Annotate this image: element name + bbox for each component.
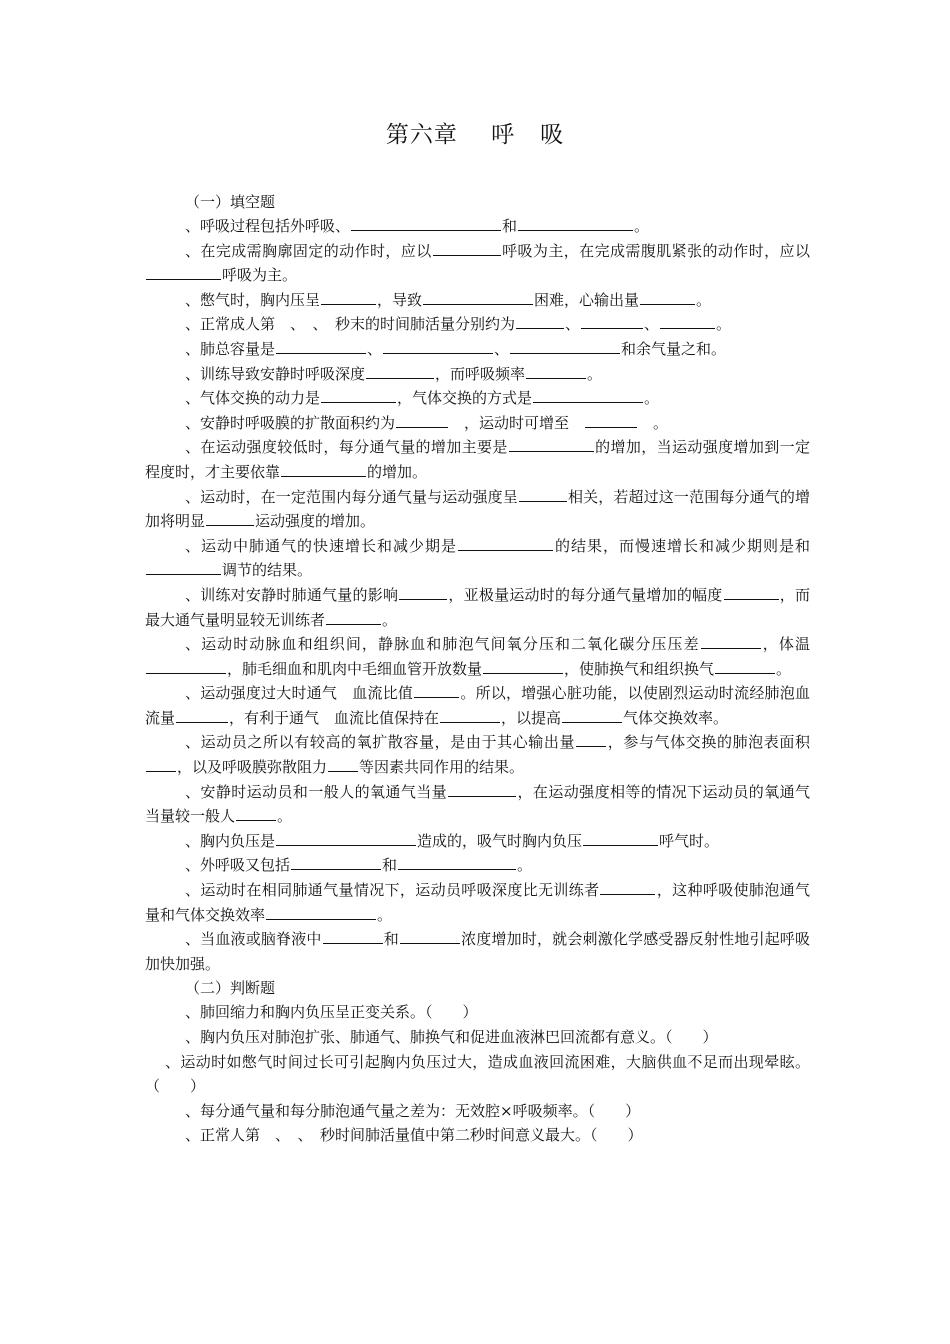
answer-blank[interactable] bbox=[266, 905, 376, 920]
worksheet-content bbox=[145, 190, 810, 1148]
question-1: 、呼吸过程包括外呼吸、 和 。 bbox=[185, 217, 650, 235]
answer-blank[interactable] bbox=[640, 290, 695, 305]
question-6: 、训练导致安静时呼吸深度 ，而呼吸频率 。 bbox=[185, 364, 603, 383]
question-4: 、正常成人第 、 、 秒末的时间肺活量分别约为 、 、 。 bbox=[185, 315, 732, 334]
answer-blank[interactable] bbox=[440, 708, 500, 723]
question-14: 、运动强度过大时通气 血流比值 。所以，增强心脏功能，以使剧烈运动时流经肺泡血流量 ，有利于通气 血流比值保持在 ，以提高 气体交换效率。 bbox=[145, 684, 810, 727]
answer-blank[interactable] bbox=[328, 757, 358, 772]
answer-blank[interactable] bbox=[276, 339, 366, 354]
answer-blank[interactable] bbox=[323, 929, 383, 944]
answer-blank[interactable] bbox=[400, 929, 460, 944]
answer-blank[interactable] bbox=[146, 265, 221, 280]
question-2: 、在完成需胸廓固定的动作时，应以 呼吸为主，在完成需腹肌紧张的动作时，应以呼吸为主。 bbox=[145, 239, 810, 288]
answer-blank[interactable] bbox=[396, 413, 448, 428]
answer-blank[interactable] bbox=[458, 536, 553, 551]
answer-blank[interactable] bbox=[321, 290, 376, 305]
answer-blank[interactable] bbox=[448, 782, 516, 797]
answer-blank[interactable] bbox=[146, 757, 176, 772]
answer-blank[interactable] bbox=[516, 314, 564, 329]
question-15: 、运动员之所以有较高的氧扩散容量，是由于其心输出量 ，参与气体交换的肺泡表面积，以及呼吸膜弥散阻力 等因素共同作用的结果。 bbox=[145, 730, 810, 779]
judgment-4: 、每分通气量和每分肺泡通气量之差为：无效腔×呼吸频率。（ ） bbox=[185, 1101, 641, 1120]
question-16: 、安静时运动员和一般人的氧通气当量 ，在运动强度相等的情况下运动员的氧通气当量较一般人 。 bbox=[145, 782, 810, 826]
question-20: 、当血液或脑脊液中 和 浓度增加时，就会刺激化学感受器反射性地引起呼吸加快加强。 bbox=[145, 930, 810, 973]
answer-blank[interactable] bbox=[510, 339, 620, 354]
answer-blank[interactable] bbox=[399, 585, 447, 600]
answer-blank[interactable] bbox=[206, 511, 254, 526]
judgment-5: 、正常人第 、 、 秒时间肺活量值中第二秒时间意义最大。（ ） bbox=[185, 1126, 643, 1145]
answer-blank[interactable] bbox=[383, 339, 493, 354]
answer-blank[interactable] bbox=[291, 855, 381, 870]
answer-blank[interactable] bbox=[600, 880, 655, 895]
judgment-1: 、肺回缩力和胸内负压呈正变关系。（ ） bbox=[185, 1003, 478, 1022]
judgment-3: 、运动时如憋气时间过长可引起胸内负压过大，造成血液回流困难，大脑供血不足而出现晕眩。（ ） bbox=[145, 1052, 810, 1096]
answer-blank[interactable] bbox=[398, 855, 516, 870]
question-17: 、胸内负压是 造成的，吸气时胸内负压 呼气时。 bbox=[185, 831, 720, 850]
question-18: 、外呼吸又包括 和 。 bbox=[185, 856, 533, 875]
answer-blank[interactable] bbox=[321, 388, 396, 403]
answer-blank[interactable] bbox=[562, 708, 622, 723]
answer-blank[interactable] bbox=[423, 290, 533, 305]
answer-blank[interactable] bbox=[433, 241, 501, 256]
question-3: 、憋气时，胸内压呈 ，导致 困难，心输出量 。 bbox=[185, 290, 712, 309]
answer-blank[interactable] bbox=[583, 831, 658, 846]
question-12: 、训练对安静时肺通气量的影响 ，亚极量运动时的每分通气量增加的幅度 ，而最大通气量明显较无训练者 。 bbox=[145, 585, 810, 629]
answer-blank[interactable] bbox=[724, 585, 779, 600]
question-9: 、在运动强度较低时，每分通气量的增加主要是 的增加，当运动强度增加到一定程度时，才主要依靠 的增加。 bbox=[145, 438, 810, 481]
answer-blank[interactable] bbox=[146, 659, 226, 674]
answer-blank[interactable] bbox=[519, 487, 567, 502]
answer-blank[interactable] bbox=[326, 610, 381, 625]
answer-blank[interactable] bbox=[483, 659, 563, 674]
answer-blank[interactable] bbox=[146, 560, 221, 575]
answer-blank[interactable] bbox=[518, 216, 633, 231]
answer-blank[interactable] bbox=[581, 314, 643, 329]
answer-blank[interactable] bbox=[526, 364, 586, 379]
answer-blank[interactable] bbox=[509, 437, 594, 452]
page-title: 第六章 呼 吸 bbox=[385, 122, 565, 148]
section-heading-true-false: （二）判断题 bbox=[185, 979, 276, 998]
answer-blank[interactable] bbox=[366, 364, 434, 379]
answer-blank[interactable] bbox=[533, 388, 643, 403]
answer-blank[interactable] bbox=[281, 462, 366, 477]
answer-blank[interactable] bbox=[585, 413, 637, 428]
answer-blank[interactable] bbox=[414, 683, 459, 698]
judgment-2: 、胸内负压对肺泡扩张、肺通气、肺换气和促进血液淋巴回流都有意义。（ ） bbox=[185, 1028, 718, 1046]
question-5: 、肺总容量是 、 、 和余气量之和。 bbox=[185, 339, 727, 358]
answer-blank[interactable] bbox=[351, 216, 501, 231]
question-8: 、安静时呼吸膜的扩散面积约为 ，运动时可增至 。 bbox=[185, 413, 669, 432]
question-13: 、运动时动脉血和组织间，静脉血和肺泡气间氧分压和二氧化碳分压压差 ，体温，肺毛细血和肌肉中毛细血管开放数量 ，使肺换气和组织换气 。 bbox=[145, 632, 810, 681]
section-heading-fill-in: （一）填空题 bbox=[185, 193, 276, 211]
question-7: 、气体交换的动力是 ，气体交换的方式是 。 bbox=[185, 389, 660, 408]
question-10: 、运动时，在一定范围内每分通气量与运动强度呈 相关，若超过这一范围每分通气的增加将明显 运动强度的增加。 bbox=[145, 487, 810, 531]
answer-blank[interactable] bbox=[701, 634, 761, 649]
question-19: 、运动时在相同肺通气量情况下，运动员呼吸深度比无训练者 ，这种呼吸使肺泡通气量和气体交换效率 。 bbox=[145, 881, 810, 924]
answer-blank[interactable] bbox=[576, 732, 606, 747]
answer-blank[interactable] bbox=[176, 708, 228, 723]
question-11: 、运动中肺通气的快速增长和减少期是 的结果，而慢速增长和减少期则是和调节的结果。 bbox=[145, 534, 810, 583]
answer-blank[interactable] bbox=[276, 831, 416, 846]
answer-blank[interactable] bbox=[715, 659, 775, 674]
answer-blank[interactable] bbox=[236, 806, 276, 821]
answer-blank[interactable] bbox=[660, 314, 715, 329]
